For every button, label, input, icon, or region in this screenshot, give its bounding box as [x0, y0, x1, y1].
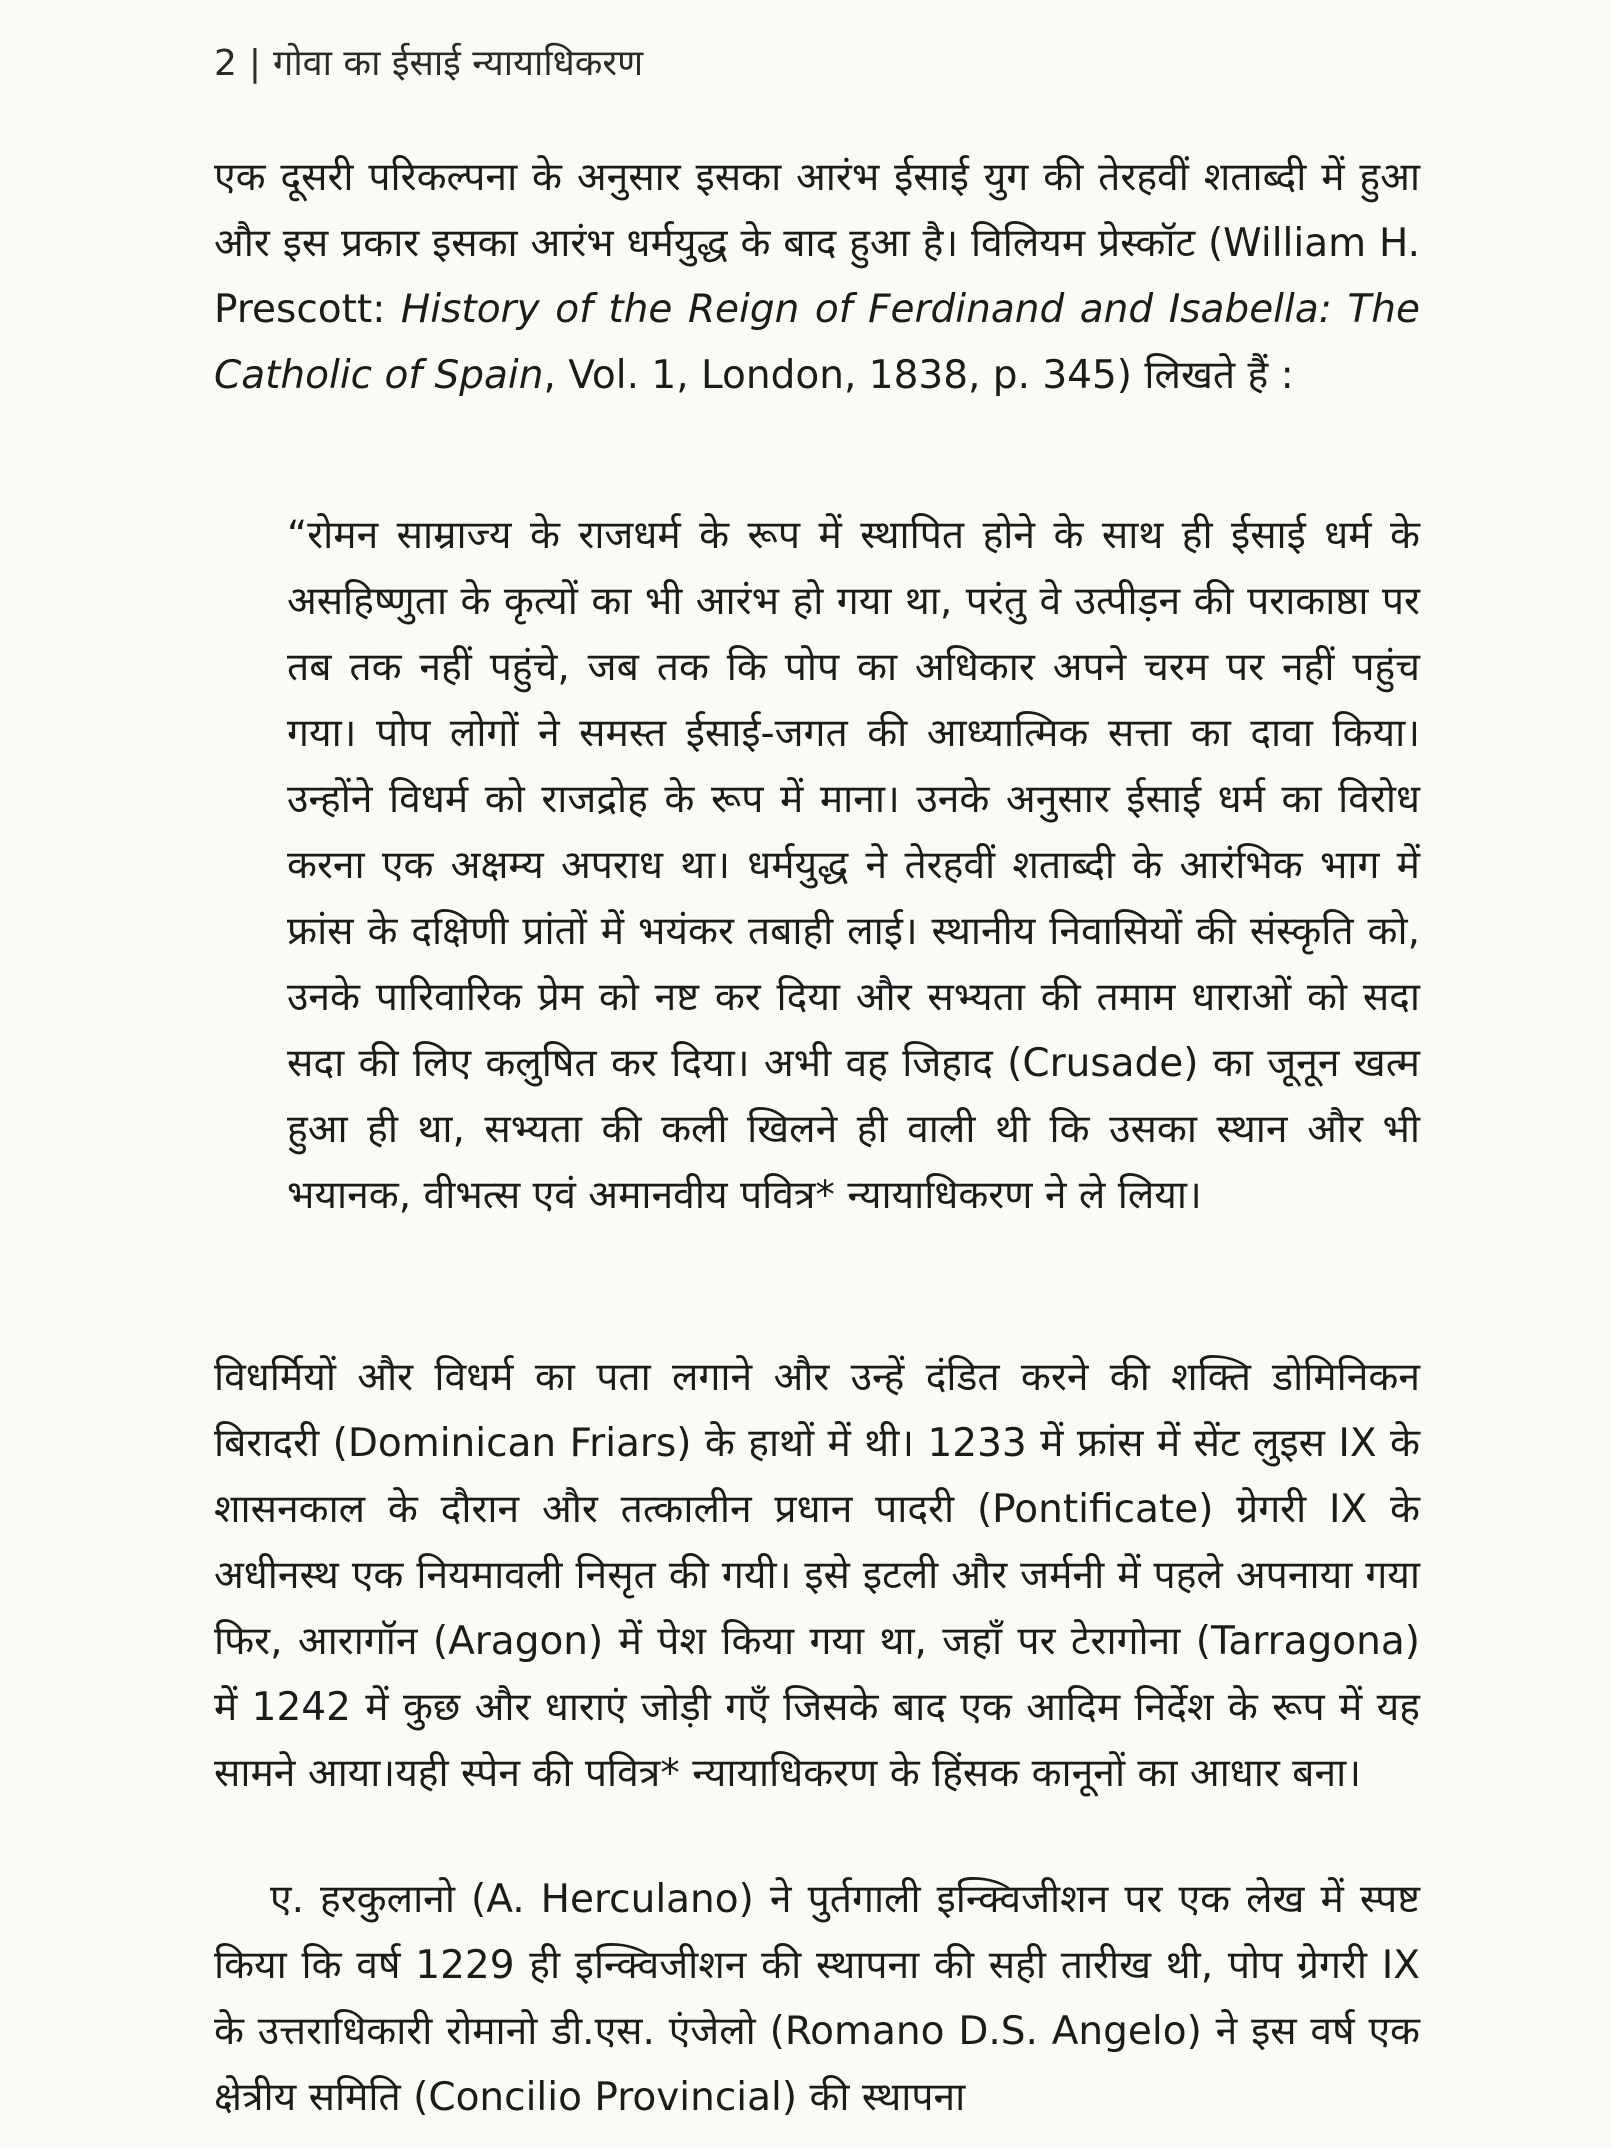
paragraph-1 [214, 145, 1420, 409]
block-quote-text: “रोमन साम्राज्य के राजधर्म के रूप में स्थापित होने के साथ ही ईसाई धर्म के असहिष्णुता के कृत्यों का भी आरंभ हो गया था, परंतु वे उत्पीड़न की पराकाष्ठा पर तब तक नहीं पहुंचे, जब तक कि पोप का अधिकार अपने चरम पर नहीं पहुंच गया। पोप लोगों ने समस्त ईसाई-जगत की आध्यात्मिक सत्ता का दावा किया। उन्होंने विधर्म को राजद्रोह के रूप में माना। उनके अनुसार ईसाई धर्म का विरोध करना एक अक्षम्य अपराध था। धर्मयुद्ध ने तेरहवीं शताब्दी के आरंभिक भाग में फ्रांस के दक्षिणी प्रांतों में भयंकर तबाही लाई। स्थानीय निवासियों की संस्कृति को, उनके पारिवारिक प्रेम को नष्ट कर दिया और सभ्यता की तमाम धाराओं को सदा सदा की लिए कलुषित कर दिया। अभी वह जिहाद (Crusade) का जूनून खत्म हुआ ही था, सभ्यता की कली खिलने ही वाली थी कि उसका स्थान और भी भयानक, वीभत्स एवं अमानवीय पवित्र* न्यायाधिकरण ने ले लिया। [287, 513, 1420, 1218]
paragraph-3 [214, 1867, 1420, 2131]
paragraph-3-text: ए. हरकुलानो (A. Herculano) ने पुर्तगाली इन्क्विजीशन पर एक लेख में स्पष्ट किया कि वर्ष 1229 ही इन्क्विजीशन की स्थापना की सही तारीख थी, पोप ग्रेगरी IX के उत्तराधिकारी रोमानो डी.एस. एंजेलो (Romano D.S. Angelo) ने इस वर्ष एक क्षेत्रीय समिति (Concilio Provincial) की स्थापना [214, 1877, 1420, 2120]
running-header [214, 42, 643, 86]
header-separator: | [248, 43, 262, 84]
page-number: 2 [214, 43, 237, 84]
paragraph-2-text: विधर्मियों और विधर्म का पता लगाने और उन्हें दंडित करने की शक्ति डोमिनिकन बिरादरी (Dominican Friars) के हाथों में थी। 1233 में फ्रांस में सेंट लुइस IX के शासनकाल के दौरान और तत्कालीन प्रधान पादरी (Pontificate) ग्रेगरी IX के अधीनस्थ एक नियमावली निसृत की गयी। इसे इटली और जर्मनी में पहले अपनाया गया फिर, आरागॉन (Aragon) में पेश किया गया था, जहाँ पर टेरागोना (Tarragona) में 1242 में कुछ और धाराएं जोड़ी गएँ जिसके बाद एक आदिम निर्देश के रूप में यह सामने आया।यही स्पेन की पवित्र* न्यायाधिकरण के हिंसक कानूनों का आधार बना। [214, 1355, 1420, 1796]
block-quote [287, 503, 1420, 1229]
running-title: गोवा का ईसाई न्यायाधिकरण [273, 43, 644, 84]
paragraph-1-text-before: एक दूसरी परिकल्पना के अनुसार इसका आरंभ ईसाई युग की तेरहवीं शताब्दी में हुआ और इस प्रकार इसका आरंभ धर्मयुद्ध के बाद हुआ है। विलियम प्रेस्कॉट (William H. Prescott: [214, 155, 1420, 332]
book-title: History of the Reign of Ferdinand and Isabella: The Catholic of Spain [214, 287, 1420, 398]
paragraph-1-text-after: , Vol. 1, London, 1838, p. 345) लिखते हैं : [543, 353, 1294, 398]
paragraph-2 [214, 1345, 1420, 1807]
